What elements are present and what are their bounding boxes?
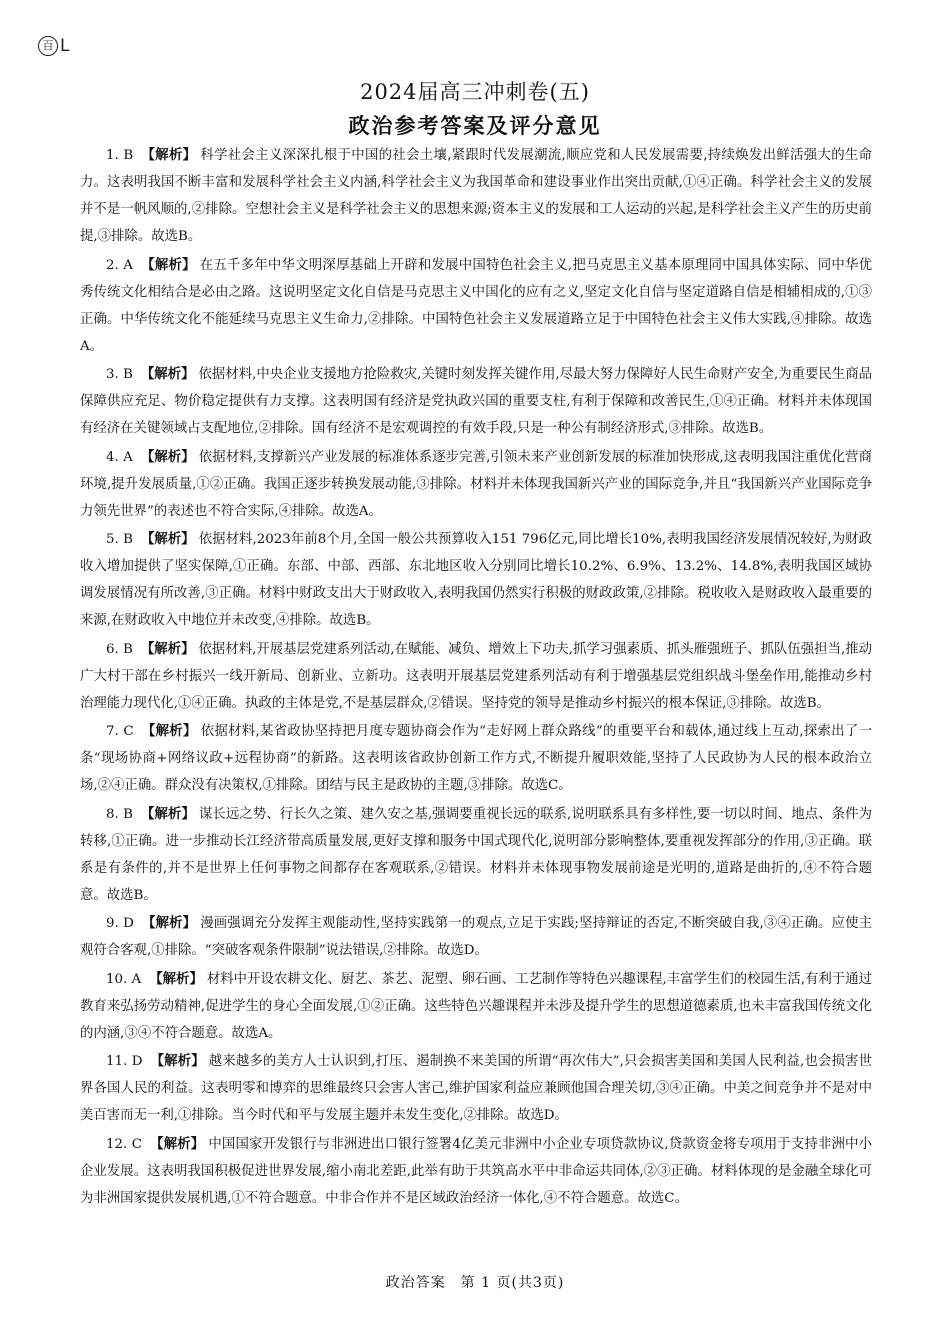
answer-item-6: 6. B 【解析】 依据材料,开展基层党建系列活动,在赋能、减负、增效上下功夫,抓学习强素质、抓头雁强班子、抓队伍强担当,推动广大村干部在乡村振兴一线开新局、创新业、立新功。这表明开展基层党建系列活动有利于增强基层党组织战斗堡垒作用,能推动乡村治理能力现代化,①④正确。执政的主体是党,不是基层群众,②错误。坚持党的领导是推动乡村振兴的根本保证,③排除。故选B。 — [80, 641, 873, 711]
answer-item-9: 9. D 【解析】 漫画强调充分发挥主观能动性,坚持实践第一的观点,立足于实践;坚持辩证的否定,不断突破自我,③④正确。应使主观符合客观,①排除。“突破客观条件限制”说法错误,②排除。故选D。 — [80, 916, 872, 958]
corner-mark — [38, 36, 69, 56]
answer-item-5: 5. B 【解析】 依据材料,2023年前8个月,全国一般公共预算收入151 796亿元,同比增长10%,表明我国经济发展情况较好,为财政收入增加提供了坚实保障,①正确。东部、中部、西部、东北地区收入分别同比增长10.2%、6.9%、13.2%、14.8%,表明我国区域协调发展情况有所改善,③正确。材料中财政支出大于财政收入,表明我国仍然实行积极的财政政策,②排除。税收收入是财政收入最重要的来源,在财政收入中地位并未改变,④排除。故选B。 — [80, 532, 873, 628]
answer-item-2: 2. A 【解析】 在五千多年中华文明深厚基础上开辟和发展中国特色社会主义,把马克思主义基本原理同中国具体实际、同中华优秀传统文化相结合是必由之路。这说明坚定文化自信是马克思主义中国化的应有之义,坚定文化自信与坚定道路自信是相辅相成的,①③正确。中华传统文化不能延续马克思主义生命力,②排除。中国特色社会主义发展道路立足于中国特色社会主义伟大实践,④排除。故选A。 — [80, 257, 873, 354]
page-title: 2024届高三冲刺卷(五) — [360, 80, 590, 104]
answer-item-10: 10. A 【解析】 材料中开设农耕文化、厨艺、茶艺、泥塑、卵石画、工艺制作等特色兴趣课程,丰富学生们的校园生活,有利于通过教育来弘扬劳动精神,促进学生的身心全面发展,①②正确。这些特色兴趣课程并未涉及提升学生的思想道德素质,也未丰富我国传统文化的内涵,③④不符合题意。故选A。 — [80, 971, 872, 1041]
corner-letter: L — [60, 36, 70, 56]
page-footer: 政治答案 第 1 页(共3页) — [385, 1275, 565, 1291]
answer-item-4: 4. A 【解析】 依据材料,支撑新兴产业发展的标准体系逐步完善,引领未来产业创新发展的标准加快形成,这表明我国注重优化营商环境,提升发展质量,①②正确。我国正逐步转换发展动能,③排除。材料并未体现我国新兴产业的国际竞争,并且“我国新兴产业国际竞争力领先世界”的表述也不符合实际,④排除。故选A。 — [80, 449, 872, 519]
circled-char: 百 — [38, 36, 58, 56]
answer-item-1: 1. B 【解析】 科学社会主义深深扎根于中国的社会土壤,紧跟时代发展潮流,顺应党和人民发展需要,持续焕发出鲜活强大的生命力。这表明我国不断丰富和发展科学社会主义内涵,科学社会主义为我国革命和建设事业作出突出贡献,①④正确。科学社会主义的发展并不是一帆风顺的,②排除。空想社会主义是科学社会主义的思想来源;资本主义的发展和工人运动的兴起,是科学社会主义产生的历史前提,③排除。故选B。 — [80, 148, 873, 244]
answer-item-8: 8. B 【解析】 谋长远之势、行长久之策、建久安之基,强调要重视长远的联系,说明联系具有多样性,要一切以时间、地点、条件为转移,①正确。进一步推动长江经济带高质量发展,更好支撑和服务中国式现代化,说明部分影响整体,要重视发挥部分的作用,③正确。联系是有条件的,并不是世界上任何事物之间都存在客观联系,②错误。材料并未体现事物发展前途是光明的,道路是曲折的,④不符合题意。故选B。 — [80, 806, 873, 903]
answer-list — [80, 142, 872, 1213]
answer-item-3: 3. B 【解析】 依据材料,中央企业支援地方抢险救灾,关键时刻发挥关键作用,尽最大努力保障好人民生命财产安全,为重要民生商品保障供应充足、物价稳定提供有力支撑。这表明国有经济是党执政兴国的重要支柱,有利于保障和改善民生,①④正确。材料并未体现国有经济在关键领域占支配地位,②排除。国有经济不是宏观调控的有效手段,只是一种公有制经济形式,③排除。故选B。 — [80, 367, 873, 436]
answer-item-11: 11. D 【解析】 越来越多的美方人士认识到,打压、遏制换不来美国的所谓“再次伟大”,只会损害美国和美国人民利益,也会损害世界各国人民的利益。这表明零和博弈的思维最终只会害人害己,维护国家利益应兼顾他国合理关切,③④正确。中美之间竞争并不是对中美百害而无一利,①排除。当今时代和平与发展主题并未发生变化,②排除。故选D。 — [80, 1054, 872, 1123]
answer-item-12: 12. C 【解析】 中国国家开发银行与非洲进出口银行签署4亿美元非洲中小企业专项贷款协议,贷款资金将专项用于支持非洲中小企业发展。这表明我国积极促进世界发展,缩小南北差距,此举有助于共筑高水平中非命运共同体,②③正确。材料体现的是金融全球化可为非洲国家提供发展机遇,①不符合题意。中非合作并不是区域政治经济一体化,④不符合题意。故选C。 — [80, 1136, 872, 1206]
page-subtitle: 政治参考答案及评分意见 — [348, 114, 602, 138]
answer-item-7: 7. C 【解析】 依据材料,某省政协坚持把月度专题协商会作为“走好网上群众路线”的重要平台和载体,通过线上互动,探索出了一条“现场协商+网络议政+远程协商”的新路。这表明该省政协创新工作方式,不断提升履职效能,坚持了人民政协为人民的根本政治立场,②④正确。群众没有决策权,①排除。团结与民主是政协的主题,③排除。故选C。 — [80, 724, 873, 793]
